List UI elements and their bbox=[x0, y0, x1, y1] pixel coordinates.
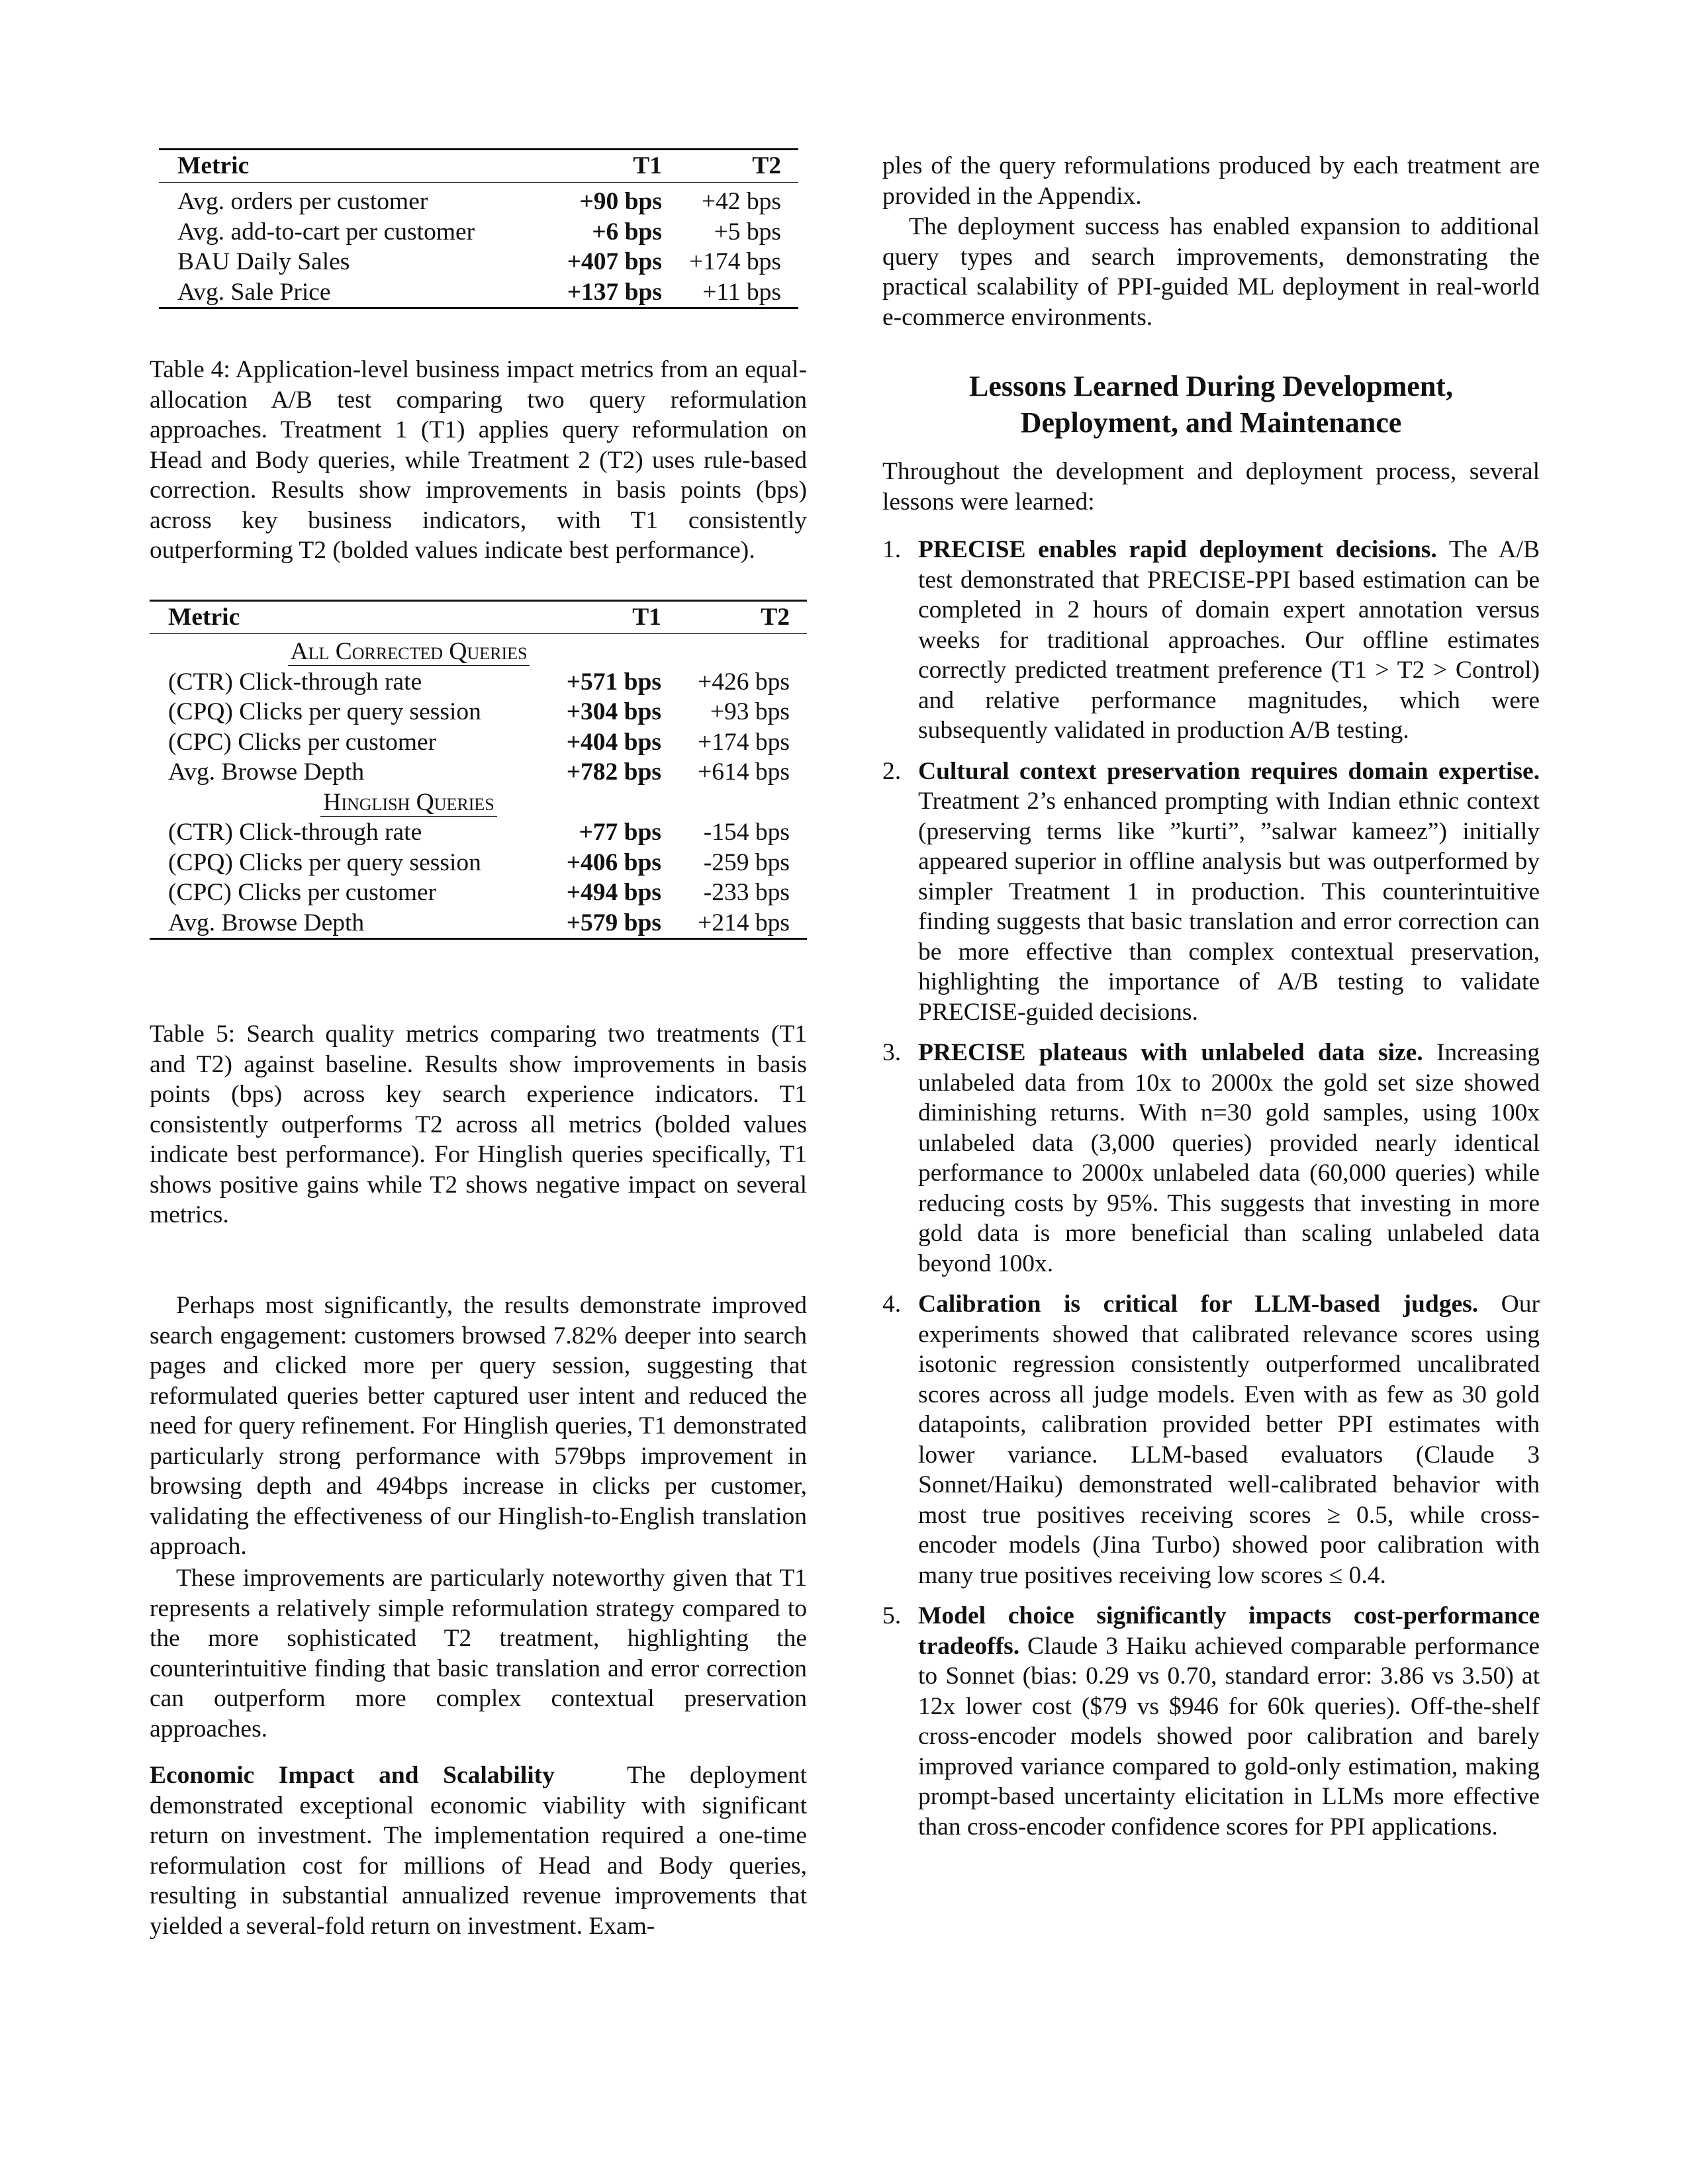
paragraph-text: The deployment demonstrated exceptional economic viability with significant return on investment. The implementation required a one-time reformulation cost for millions of Head and Body queries, resulting in substantial annualized revenue improvements that yielded a several-fold return on investment. Exam- bbox=[150, 1762, 807, 1940]
table-cell: Avg. Browse Depth bbox=[168, 909, 365, 936]
list-item bbox=[882, 756, 1540, 1028]
table-row bbox=[150, 848, 807, 878]
table-4-caption: Table 4: Application-level business impact metrics from an equal-allocation A/B test comparing two query reformulation approaches. Treatment 1 (T1) applies query reformulation on Head and Body queries, while Treatment 2 (T2) uses rule-based correction. Results show improvements in basis points (bps) across key business indicators, with T1 consistently outperforming T2 (bolded values indicate best performance). bbox=[150, 356, 807, 564]
table-5 bbox=[150, 600, 807, 940]
table-header-cell: T2 bbox=[761, 604, 790, 631]
list-item-number: 2. bbox=[882, 757, 902, 785]
table-cell: Avg. Browse Depth bbox=[168, 758, 365, 786]
table-row bbox=[150, 727, 807, 758]
body-paragraph: Perhaps most significantly, the results demonstrate improved search engagement: customers browsed 7.82% deeper into search pages and clicked more per query session, suggesting that reformulated queries better captured user intent and reduced the need for query refinement. For Hinglish queries, T1 demonstrated particularly strong performance with 579bps improvement in browsing depth and 494bps increase in clicks per customer, validating the effectiveness of our Hinglish-to-English translation approach. bbox=[150, 1292, 807, 1560]
body-paragraph bbox=[150, 1760, 807, 1941]
table-cell: +214 bps bbox=[698, 909, 790, 936]
section-heading-line: Deployment, and Maintenance bbox=[1020, 406, 1402, 439]
table-section-label: All Corrected Queries bbox=[288, 638, 530, 666]
table-cell: Avg. Sale Price bbox=[177, 278, 331, 306]
list-item-lead: Calibration is critical for LLM-based judges. bbox=[918, 1291, 1479, 1318]
table-cell: +304 bps bbox=[566, 698, 661, 725]
table-cell: +174 bps bbox=[698, 728, 790, 756]
table-row bbox=[159, 277, 798, 308]
table-cell: +5 bps bbox=[714, 218, 781, 246]
table-cell: +494 bps bbox=[566, 879, 661, 906]
table-row bbox=[150, 908, 807, 939]
list-item-number: 4. bbox=[882, 1291, 902, 1318]
table-cell: +11 bps bbox=[702, 278, 781, 306]
table-row bbox=[150, 667, 807, 698]
list-item bbox=[882, 535, 1540, 746]
table-cell: +407 bps bbox=[567, 248, 662, 275]
table-cell: +174 bps bbox=[689, 248, 781, 275]
table-cell: (CPQ) Clicks per query session bbox=[168, 698, 481, 725]
list-item-lead: PRECISE enables rapid deployment decisions. bbox=[918, 536, 1437, 563]
table-row bbox=[159, 247, 798, 277]
table-cell: BAU Daily Sales bbox=[177, 248, 350, 275]
table-cell: +42 bps bbox=[701, 188, 781, 215]
list-item-text: Increasing unlabeled data from 10x to 2000x the gold set size showed diminishing returns. With n=30 gold samples, using 100x unlabeled data (3,000 queries) provided nearly identical performance to 2000x unlabeled data (60,000 queries) while reducing costs by 95%. This suggests that investing in more gold data is more beneficial than scaling unlabeled data beyond 100x. bbox=[918, 1039, 1540, 1277]
section-heading-line: Lessons Learned During Development, bbox=[969, 370, 1453, 402]
list-item-lead: Model choice significantly impacts cost-performance tradeoffs. bbox=[918, 1602, 1540, 1660]
list-item bbox=[882, 1289, 1540, 1590]
table-header-row bbox=[150, 601, 807, 634]
list-item-lead: Cultural context preservation requires domain expertise. bbox=[918, 757, 1540, 785]
lessons-list bbox=[882, 535, 1540, 1851]
table-cell: -154 bps bbox=[703, 819, 790, 846]
section-heading bbox=[882, 368, 1540, 441]
table-header-cell: Metric bbox=[177, 152, 250, 180]
table-row bbox=[150, 817, 807, 848]
table-section-label: Hinglish Queries bbox=[320, 789, 497, 817]
list-item-text: Claude 3 Haiku achieved comparable performance to Sonnet (bias: 0.29 vs 0.70, standard error: 3.86 vs 3.50) at 12x lower cost ($79 vs $946 for 60k queries). Off-the-shelf cross-encoder models showed poor calibration and barely improved variance compared to gold-only estimation, making prompt-based uncertainty elicitation in LLMs more effective than cross-encoder confidence scores for PPI applications. bbox=[918, 1632, 1540, 1841]
table-4 bbox=[159, 148, 798, 309]
list-item-number: 5. bbox=[882, 1602, 902, 1629]
body-paragraph: These improvements are particularly noteworthy given that T1 represents a relatively simple reformulation strategy compared to the more sophisticated T2 treatment, highlighting the counterintuitive finding that basic translation and error correction can outperform more complex contextual preservation approaches. bbox=[150, 1565, 807, 1743]
table-row bbox=[159, 217, 798, 248]
table-cell: +77 bps bbox=[579, 819, 661, 846]
list-item-number: 1. bbox=[882, 536, 902, 563]
body-paragraph: ples of the query reformulations produced by each treatment are provided in the Appendix. bbox=[882, 152, 1540, 210]
table-section-row bbox=[150, 634, 807, 667]
list-item-text: The A/B test demonstrated that PRECISE-PPI based estimation can be completed in 2 hours of domain expert annotation versus weeks for traditional approaches. Our offline estimates correctly predicted treatment preference (T1 > T2 > Control) and relative performance magnitudes, which were subsequently validated in production A/B testing. bbox=[918, 536, 1540, 744]
table-cell: (CPC) Clicks per customer bbox=[168, 879, 437, 906]
table-cell: (CTR) Click-through rate bbox=[168, 668, 422, 696]
table-row bbox=[150, 697, 807, 727]
table-cell: +404 bps bbox=[566, 728, 661, 756]
table-5-caption: Table 5: Search quality metrics comparing two treatments (T1 and T2) against baseline. Results show improvements in basis points (bps) across key search experience indicators. T1 consistently outperforms T2 across all metrics (bolded values indicate best performance). For Hinglish queries specifically, T1 shows positive gains while T2 shows negative impact on several metrics. bbox=[150, 1021, 807, 1228]
table-row bbox=[150, 757, 807, 788]
table-cell: (CTR) Click-through rate bbox=[168, 819, 422, 846]
table-header-cell: T1 bbox=[633, 152, 662, 180]
table-cell: -233 bps bbox=[703, 879, 790, 906]
body-paragraph: Throughout the development and deployment process, several lessons were learned: bbox=[882, 458, 1540, 516]
table-section-row bbox=[150, 788, 807, 818]
table-header-row bbox=[159, 150, 798, 183]
list-item bbox=[882, 1038, 1540, 1279]
table-cell: (CPC) Clicks per customer bbox=[168, 728, 437, 756]
table-cell: +90 bps bbox=[579, 188, 662, 215]
list-item-lead: PRECISE plateaus with unlabeled data size. bbox=[918, 1039, 1423, 1066]
table-cell: +426 bps bbox=[698, 668, 790, 696]
table-cell: (CPQ) Clicks per query session bbox=[168, 848, 481, 876]
list-item-number: 3. bbox=[882, 1039, 902, 1066]
table-cell: +579 bps bbox=[566, 909, 661, 936]
table-cell: Avg. add-to-cart per customer bbox=[177, 218, 475, 246]
table-cell: +93 bps bbox=[710, 698, 790, 725]
list-item bbox=[882, 1601, 1540, 1842]
table-cell: +614 bps bbox=[698, 758, 790, 786]
table-header-cell: T2 bbox=[752, 152, 781, 180]
table-cell: +782 bps bbox=[566, 758, 661, 786]
table-cell: +137 bps bbox=[567, 278, 662, 306]
table-header-cell: Metric bbox=[168, 604, 240, 631]
table-row bbox=[150, 878, 807, 908]
table-row bbox=[159, 183, 798, 217]
run-in-heading: Economic Impact and Scalability bbox=[150, 1762, 555, 1789]
table-cell: +6 bps bbox=[592, 218, 662, 246]
list-item-text: Our experiments showed that calibrated relevance scores using isotonic regression consistently outperformed uncalibrated scores across all judge models. Even with as few as 30 gold datapoints, calibration provided better PPI estimates with lower variance. LLM-based evaluators (Claude 3 Sonnet/Haiku) demonstrated well-calibrated behavior with most true positives receiving scores ≥ 0.5, while cross-encoder models (Jina Turbo) showed poor calibration with many true positives receiving low scores ≤ 0.4. bbox=[918, 1291, 1540, 1589]
body-paragraph: The deployment success has enabled expansion to additional query types and search improvements, demonstrating the practical scalability of PPI-guided ML deployment in real-world e-commerce environments. bbox=[882, 213, 1540, 331]
table-header-cell: T1 bbox=[632, 604, 661, 631]
table-cell: +571 bps bbox=[566, 668, 661, 696]
table-cell: Avg. orders per customer bbox=[177, 188, 428, 215]
table-cell: +406 bps bbox=[566, 848, 661, 876]
list-item-text: Treatment 2’s enhanced prompting with Indian ethnic context (preserving terms like ”kurti”, ”salwar kameez”) initially appeared superior in offline analysis but was outperformed by simpler Treatment 1 in production. This counterintuitive finding suggests that basic translation and error correction can be more effective than complex contextual preservation, highlighting the importance of A/B testing to validate PRECISE-guided decisions. bbox=[918, 788, 1540, 1026]
table-cell: -259 bps bbox=[703, 848, 790, 876]
